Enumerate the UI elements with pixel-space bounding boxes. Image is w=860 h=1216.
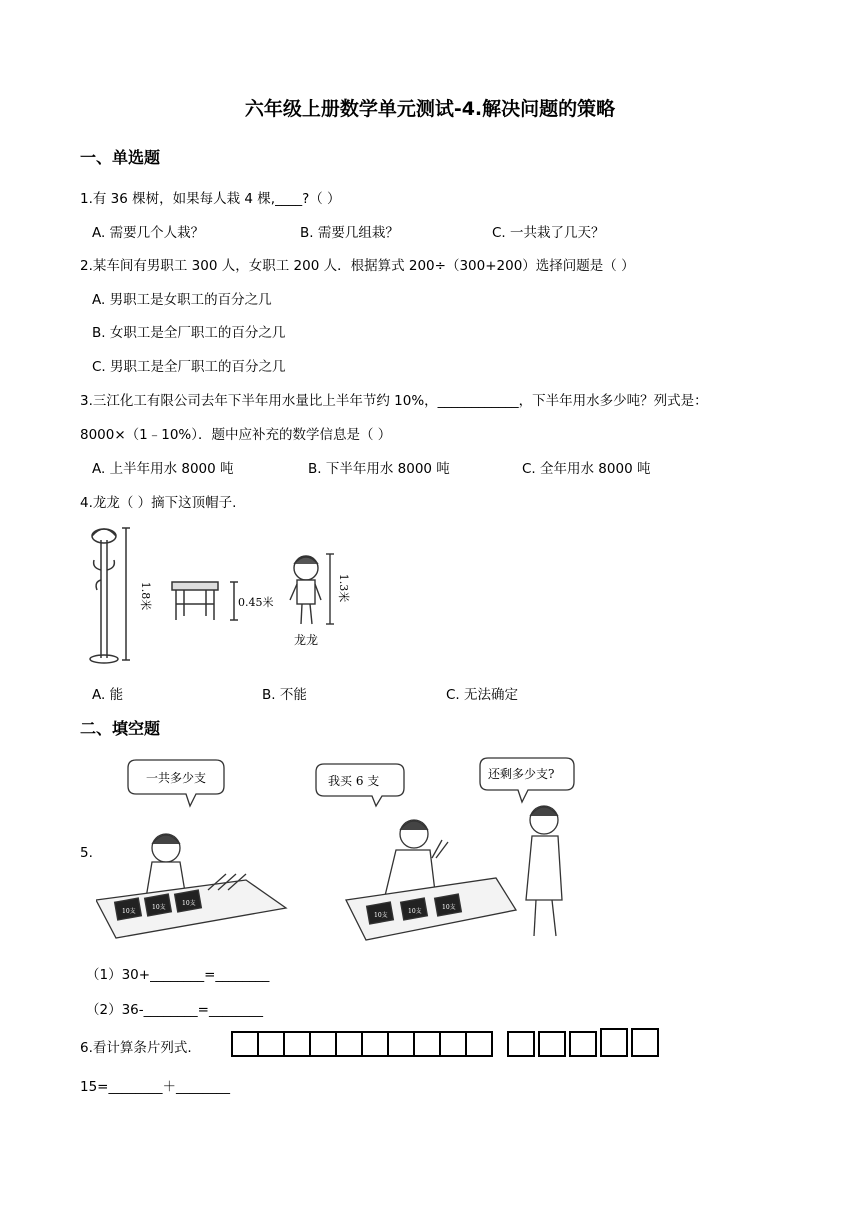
pencil-box-label-3: 10支: [182, 900, 196, 907]
calc-strip-group-1: [232, 1032, 492, 1056]
calc-strip-group-2: [508, 1029, 658, 1056]
calc-strip-box: [508, 1032, 534, 1056]
stool-illustration: [172, 582, 238, 620]
question-5-number: 5.: [80, 845, 93, 861]
q3-option-b: B. 下半年用水 8000 吨: [308, 461, 450, 477]
question-4: 4.龙龙（ ）摘下这顶帽子.: [80, 495, 237, 511]
q6-formula: 15=________＋________: [80, 1079, 230, 1095]
calc-strip-box: [258, 1032, 284, 1056]
q5-figure: [96, 750, 586, 946]
page-title: 六年级上册数学单元测试-4.解决问题的策略: [244, 98, 616, 120]
question-3-line-1: 3.三江化工有限公司去年下半年用水量比上半年节约 10%，____________，下半年用水多少吨？列式是：: [80, 393, 708, 409]
q4-option-a: A. 能: [92, 687, 124, 703]
hat-rack-illustration: [90, 528, 130, 663]
question-3-line-2: 8000×（1﹣10%）．题中应补充的数学信息是（ ）: [80, 427, 392, 443]
pencil-box-label-6: 10支: [442, 904, 456, 911]
calc-strip-box: [601, 1029, 627, 1056]
calc-strip-box: [232, 1032, 258, 1056]
bubble-right-text: 还剩多少支?: [488, 767, 555, 781]
q2-option-c: C. 男职工是全厂职工的百分之几: [92, 359, 286, 375]
calc-strip-box: [539, 1032, 565, 1056]
calc-strip-box: [310, 1032, 336, 1056]
q5-sub-1: （1）30+________=________: [86, 967, 270, 983]
q3-option-a: A. 上半年用水 8000 吨: [92, 461, 234, 477]
q4-option-b: B. 不能: [262, 687, 307, 703]
calc-strip-box: [440, 1032, 466, 1056]
bubble-mid-text: 我买 6 支: [328, 774, 380, 788]
q3-option-c: C. 全年用水 8000 吨: [522, 461, 651, 477]
calc-strip-box: [284, 1032, 310, 1056]
calc-strip-box: [632, 1029, 658, 1056]
calc-strip-box: [362, 1032, 388, 1056]
bubble-left-text: 一共多少支: [146, 771, 207, 785]
calc-strip-figure: [230, 1026, 670, 1060]
calc-strip-box: [466, 1032, 492, 1056]
question-6: 6.看计算条片列式.: [80, 1040, 192, 1056]
q4-option-c: C. 无法确定: [446, 687, 519, 703]
question-1: 1.有 36 棵树，如果每人栽 4 棵,____?（ ）: [80, 191, 341, 207]
q2-option-b: B. 女职工是全厂职工的百分之几: [92, 325, 286, 341]
q4-figure: [84, 520, 384, 670]
pencil-box-label-4: 10支: [374, 912, 388, 919]
q2-option-a: A. 男职工是女职工的百分之几: [92, 292, 272, 308]
q5-sub-2: （2）36-________=________: [86, 1002, 263, 1018]
q1-option-a: A. 需要几个人栽？: [92, 225, 205, 241]
boy-name-label: 龙龙: [294, 633, 319, 647]
calc-strip-box: [388, 1032, 414, 1056]
question-2: 2.某车间有男职工 300 人，女职工 200 人．根据算式 200÷（300+200）选择问题是（ ）: [80, 258, 635, 274]
q1-option-c: C. 一共栽了几天？: [492, 225, 605, 241]
pencil-box-label-1: 10支: [122, 908, 136, 915]
rack-height-label: 1.8米: [139, 581, 152, 611]
section-heading-fill-blank: 二、填空题: [80, 719, 161, 738]
section-heading-single-choice: 一、单选题: [80, 148, 161, 167]
q1-option-b: B. 需要几组栽？: [300, 225, 399, 241]
boy-longlong-illustration: [290, 554, 334, 624]
calc-strip-box: [570, 1032, 596, 1056]
pencil-box-label-2: 10支: [152, 904, 166, 911]
boy-height-label: 1.3米: [337, 573, 350, 603]
calc-strip-box: [336, 1032, 362, 1056]
stool-height-label: 0.45米: [238, 596, 274, 609]
pencil-box-label-5: 10支: [408, 908, 422, 915]
calc-strip-box: [414, 1032, 440, 1056]
